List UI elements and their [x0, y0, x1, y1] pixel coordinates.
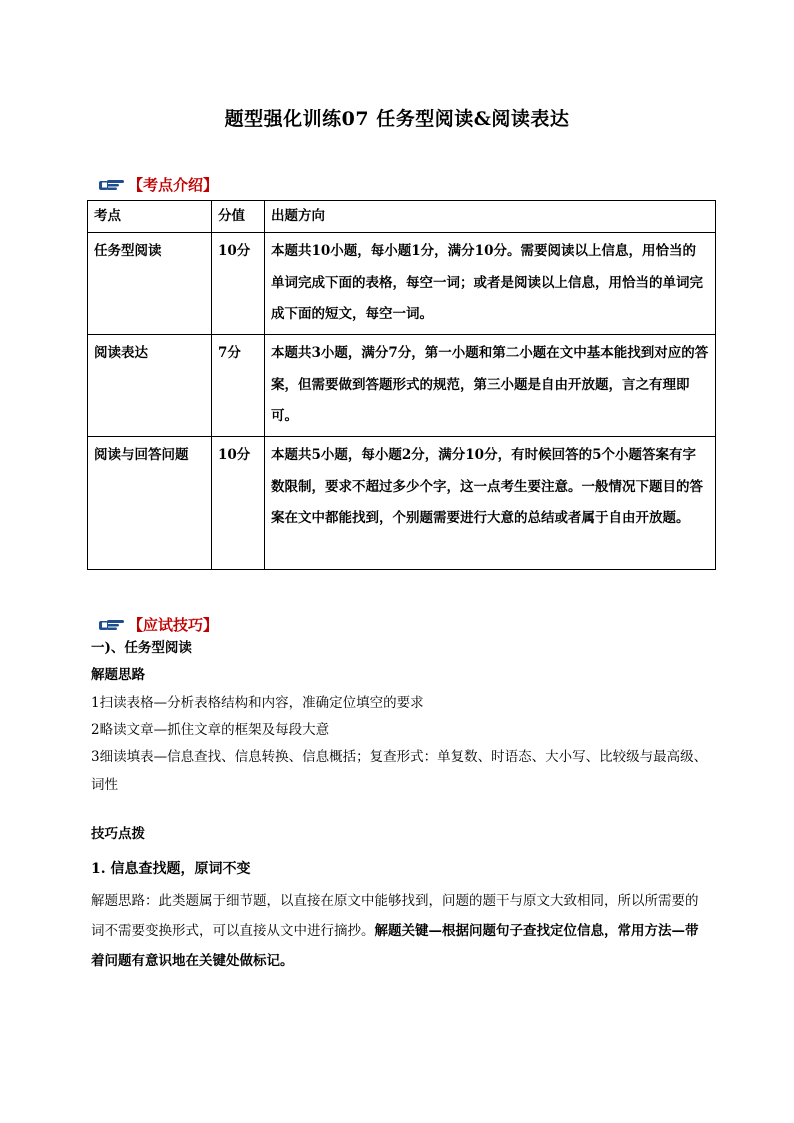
pointing-hand-icon	[98, 618, 126, 632]
exam-points-table	[87, 200, 716, 570]
step-item: 1扫读表格—分析表格结构和内容，准确定位填空的要求	[91, 695, 424, 711]
section-heading-exam-points	[98, 174, 218, 195]
tip-text: 解题思路：此类题属于细节题，以直接在原文中能够找到，问题的题干与原文大致相同，所以所需要的词不需要变换形式，可以直接从文中进行摘抄。	[91, 893, 699, 939]
page-title: 题型强化训练07 任务型阅读&阅读表达	[224, 108, 570, 130]
table-cell-topic: 任务型阅读	[88, 233, 212, 335]
table-cell-direction: 本题共10小题，每小题1分，满分10分。需要阅读以上信息，用恰当的单词完成下面的表格，每空一词；或者是阅读以上信息，用恰当的单词完成下面的短文，每空一词。	[265, 233, 716, 335]
section-heading-label: 【应试技巧】	[128, 616, 219, 634]
step-item: 2略读文章—抓住文章的框架及每段大意	[91, 722, 330, 738]
tip-title: 1. 信息查找题，原词不变	[91, 861, 251, 877]
tips-title: 技巧点拨	[91, 826, 145, 842]
pointing-hand-icon	[98, 178, 126, 192]
table-header-cell: 考点	[88, 201, 212, 233]
step-item: 3细读填表—信息查找、信息转换、信息概括；复查形式：单复数、时语态、大小写、比较级与最高级、词性	[91, 749, 708, 793]
approach-title: 解题思路	[91, 667, 145, 683]
table-cell-direction: 本题共5小题，每小题2分，满分10分，有时候回答的5个小题答案有字数限制，要求不超过多少个字，这一点考生要注意。一般情况下题目的答案在文中都能找到，个别题需要进行大意的总结或者属于自由开放题。	[265, 437, 716, 570]
table-header-cell: 出题方向	[265, 201, 716, 233]
table-cell-score: 10分	[212, 233, 265, 335]
table-cell-score: 7分	[212, 335, 265, 437]
table-header-row	[88, 201, 716, 233]
table-row	[88, 233, 716, 335]
tip-paragraph	[91, 886, 711, 976]
table-cell-score: 10分	[212, 437, 265, 570]
table-cell-topic: 阅读与回答问题	[88, 437, 212, 570]
table-row	[88, 437, 716, 570]
section-heading-exam-skills	[98, 614, 218, 635]
table-header-cell: 分值	[212, 201, 265, 233]
tip-key-text: 解题关键—根据问题句子查找定位信息，常用方法—带着问题有意识地在关键处做标记。	[91, 923, 699, 969]
table-cell-direction: 本题共3小题，满分7分，第一小题和第二小题在文中基本能找到对应的答案，但需要做到答题形式的规范，第三小题是自由开放题，言之有理即可。	[265, 335, 716, 437]
section-heading-label: 【考点介绍】	[128, 176, 219, 194]
table-cell-topic: 阅读表达	[88, 335, 212, 437]
subsection-title: 一)、任务型阅读	[91, 640, 192, 656]
table-row	[88, 335, 716, 437]
